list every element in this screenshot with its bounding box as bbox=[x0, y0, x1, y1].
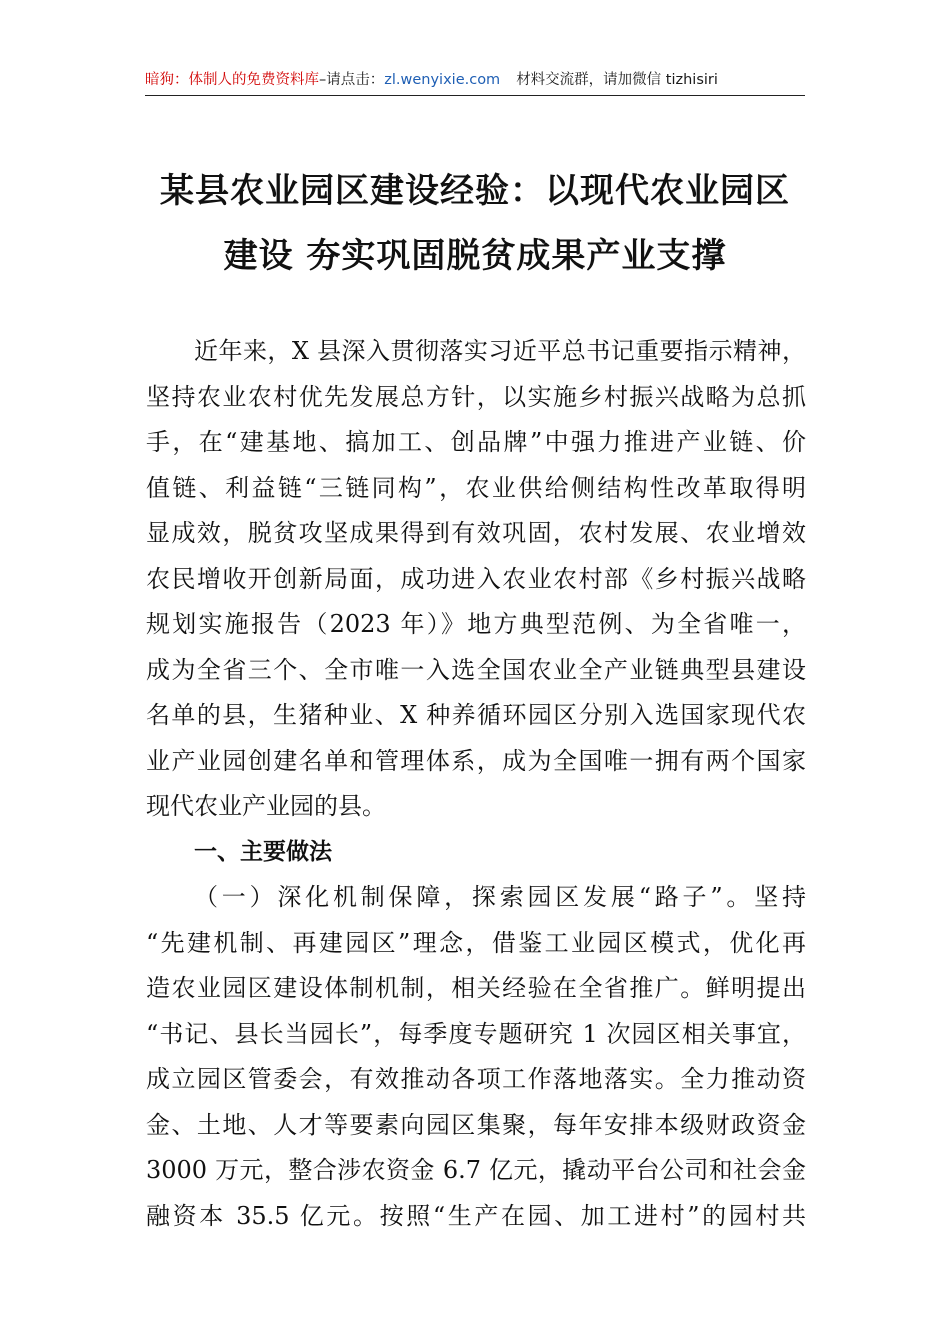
paragraph-line: 显成效，脱贫攻坚成果得到有效巩固，农村发展、农业增效 bbox=[146, 519, 806, 547]
watermark-header bbox=[145, 68, 805, 98]
document-body bbox=[146, 329, 806, 1239]
paragraph-line: 值链、利益链“三链同构”，农业供给侧结构性改革取得明 bbox=[146, 473, 806, 502]
section-heading: 一、主要做法 bbox=[194, 838, 332, 865]
promo-text: 暗狗：体制人的免费资料库 bbox=[145, 72, 319, 88]
paragraph-line: 规划实施报告（2023 年）》地方典型范例、为全省唯一， bbox=[146, 610, 806, 638]
click-prompt: –请点击： bbox=[319, 72, 385, 88]
paragraph-line: 名单的县，生猪种业、X 种养循环园区分别入选国家现代农 bbox=[146, 701, 806, 729]
paragraph-line: 成立园区管委会，有效推动各项工作落地落实。全力推动资 bbox=[146, 1065, 806, 1093]
site-link[interactable]: zl.wenyixie.com bbox=[384, 72, 501, 88]
paragraph-line: 成为全省三个、全市唯一入选全国农业全产业链典型县建设 bbox=[146, 655, 806, 684]
paragraph-line: “先建机制、再建园区”理念，借鉴工业园区模式，优化再 bbox=[146, 928, 806, 957]
paragraph-line: 手，在“建基地、搞加工、创品牌”中强力推进产业链、价 bbox=[146, 428, 806, 456]
paragraph-line: 现代农业产业园的县。 bbox=[146, 792, 386, 820]
paragraph-line: （一）深化机制保障，探索园区发展“路子”。坚持 bbox=[194, 883, 806, 911]
header-divider bbox=[145, 95, 805, 96]
document-title-line-1: 某县农业园区建设经验：以现代农业园区 bbox=[160, 171, 790, 211]
paragraph-line: 近年来，X 县深入贯彻落实习近平总书记重要指示精神， bbox=[194, 337, 806, 365]
paragraph-line: 3000 万元，整合涉农资金 6.7 亿元，撬动平台公司和社会金 bbox=[146, 1156, 806, 1184]
paragraph-line: 融资本 35.5 亿元。按照“生产在园、加工进村”的园村共 bbox=[146, 1201, 806, 1230]
paragraph-line: 造农业园区建设体制机制，相关经验在全省推广。鲜明提出 bbox=[146, 974, 806, 1002]
paragraph-line: “书记、县长当园长”，每季度专题研究 1 次园区相关事宜， bbox=[146, 1019, 806, 1048]
document-title-line-2: 建设 夯实巩固脱贫成果产业支撑 bbox=[223, 236, 727, 276]
paragraph-line: 金、土地、人才等要素向园区集聚，每年安排本级财政资金 bbox=[146, 1110, 806, 1139]
paragraph-line: 坚持农业农村优先发展总方针，以实施乡村振兴战略为总抓 bbox=[146, 382, 806, 411]
wechat-group-text: 材料交流群，请加微信 tizhisiri bbox=[516, 72, 718, 88]
paragraph-line: 业产业园创建名单和管理体系，成为全国唯一拥有两个国家 bbox=[146, 746, 806, 775]
paragraph-line: 农民增收开创新局面，成功进入农业农村部《乡村振兴战略 bbox=[146, 564, 806, 593]
